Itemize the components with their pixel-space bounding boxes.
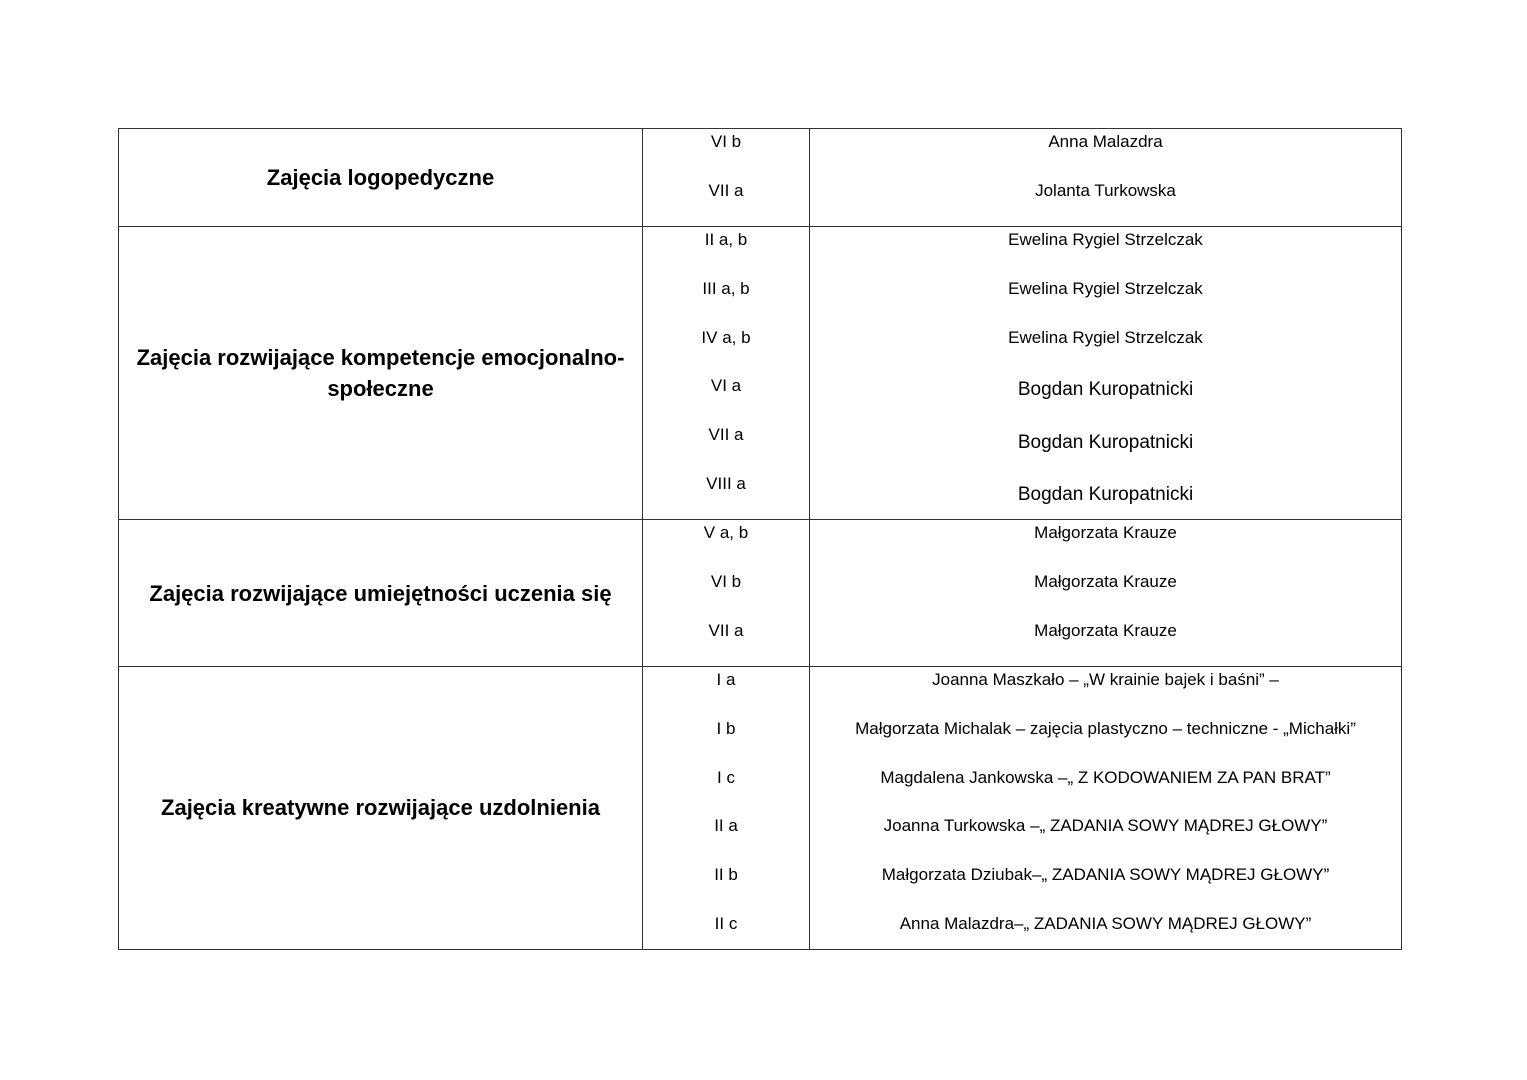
class-label: III a, b	[702, 278, 750, 298]
teacher-name: Ewelina Rygiel Strzelczak	[1008, 278, 1203, 298]
teacher-name: Joanna Turkowska –„ ZADANIA SOWY MĄDREJ GŁOWY”	[883, 816, 1328, 836]
teacher-name: Ewelina Rygiel Strzelczak	[1008, 327, 1203, 347]
teacher-name: Jolanta Turkowska	[1035, 180, 1176, 200]
teacher-name: Małgorzata Michalak – zajęcia plastyczno – techniczne - „Michałki”	[855, 718, 1356, 738]
class-list	[643, 520, 810, 667]
teacher-name: Joanna Maszkało – „W krainie bajek i baśni” –	[932, 670, 1279, 689]
class-label: VIII a	[706, 473, 746, 493]
teacher-name: Bogdan Kuropatnicki	[1017, 484, 1194, 506]
activity-name: Zajęcia rozwijające kompetencje emocjonalno-społeczne	[119, 227, 643, 520]
activity-name: Zajęcia logopedyczne	[119, 129, 643, 227]
activity-name: Zajęcia rozwijające umiejętności uczenia się	[119, 520, 643, 667]
table-row	[119, 129, 1402, 227]
class-list	[643, 227, 810, 520]
teacher-name: Anna Malazdra	[1048, 132, 1163, 151]
activities-table	[118, 128, 1402, 950]
teacher-list	[810, 667, 1402, 950]
class-list	[643, 667, 810, 950]
class-label: I b	[716, 718, 736, 738]
activity-name: Zajęcia kreatywne rozwijające uzdolnienia	[119, 667, 643, 950]
table-row	[119, 520, 1402, 667]
class-label: II c	[714, 913, 738, 933]
class-label: I c	[717, 767, 735, 787]
class-label: II b	[714, 865, 738, 885]
teacher-name: Małgorzata Dziubak–„ ZADANIA SOWY MĄDREJ GŁOWY”	[881, 865, 1330, 885]
table-row	[119, 227, 1402, 520]
class-label: VII a	[708, 180, 744, 200]
class-label: II a	[714, 816, 738, 836]
teacher-name: Małgorzata Krauze	[1034, 571, 1177, 591]
class-label: VII a	[708, 425, 744, 445]
teacher-name: Ewelina Rygiel Strzelczak	[1008, 230, 1203, 249]
class-label: II a, b	[704, 230, 748, 249]
class-label: VI b	[710, 571, 742, 591]
teacher-name: Małgorzata Krauze	[1034, 523, 1177, 542]
teacher-name: Małgorzata Krauze	[1034, 620, 1177, 640]
teacher-list	[810, 520, 1402, 667]
teacher-name: Magdalena Jankowska –„ Z KODOWANIEM ZA PAN BRAT”	[880, 767, 1331, 787]
teacher-list	[810, 129, 1402, 227]
teacher-list	[810, 227, 1402, 520]
teacher-name: Bogdan Kuropatnicki	[1017, 379, 1194, 401]
class-label: V a, b	[703, 523, 749, 542]
teacher-name: Anna Malazdra–„ ZADANIA SOWY MĄDREJ GŁOWY”	[899, 913, 1312, 933]
class-list	[643, 129, 810, 227]
class-label: I a	[716, 670, 736, 689]
class-label: VI a	[710, 376, 742, 396]
teacher-name: Bogdan Kuropatnicki	[1017, 431, 1194, 453]
class-label: VI b	[710, 132, 742, 151]
table-row	[119, 667, 1402, 950]
class-label: IV a, b	[701, 327, 751, 347]
class-label: VII a	[708, 620, 744, 640]
